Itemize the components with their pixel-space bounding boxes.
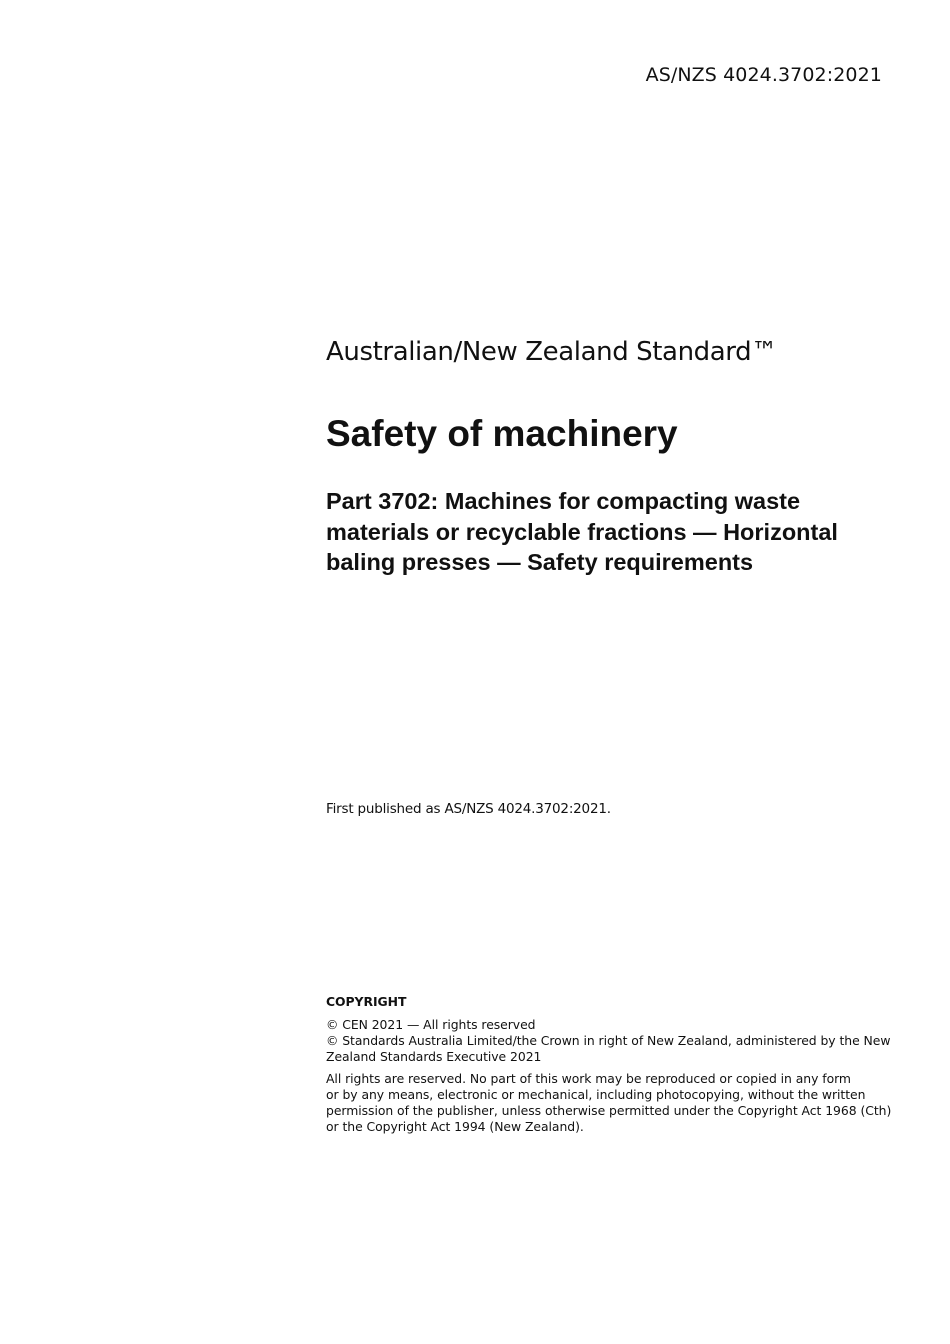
part-title-line: materials or recyclable fractions — Horizontal: [326, 518, 838, 545]
copyright-notice-line: © Standards Australia Limited/the Crown in right of New Zealand, administered by the New: [326, 1033, 891, 1048]
copyright-terms-line: or by any means, electronic or mechanical, including photocopying, without the written: [326, 1087, 866, 1102]
copyright-terms-line: or the Copyright Act 1994 (New Zealand).: [326, 1119, 584, 1134]
page-title: Safety of machinery: [326, 413, 678, 454]
part-title-line: baling presses — Safety requirements: [326, 549, 754, 575]
copyright-notice-line: Zealand Standards Executive 2021: [326, 1049, 542, 1064]
copyright-notices: [326, 1017, 896, 1065]
copyright-notice-line: © CEN 2021 — All rights reserved: [326, 1017, 536, 1032]
part-title: [326, 486, 886, 578]
standard-type-heading: Australian/New Zealand Standard™: [326, 337, 777, 367]
copyright-terms: [326, 1071, 896, 1135]
first-published-note: First published as AS/NZS 4024.3702:2021.: [326, 801, 611, 817]
copyright-heading: COPYRIGHT: [326, 994, 407, 1009]
copyright-section: [326, 994, 896, 1141]
copyright-terms-line: permission of the publisher, unless otherwise permitted under the Copyright Act 1968 (Cth): [326, 1103, 892, 1118]
copyright-terms-line: All rights are reserved. No part of this work may be reproduced or copied in any form: [326, 1071, 851, 1086]
document-code: AS/NZS 4024.3702:2021: [645, 64, 882, 86]
part-title-line: Part 3702: Machines for compacting waste: [326, 488, 801, 514]
